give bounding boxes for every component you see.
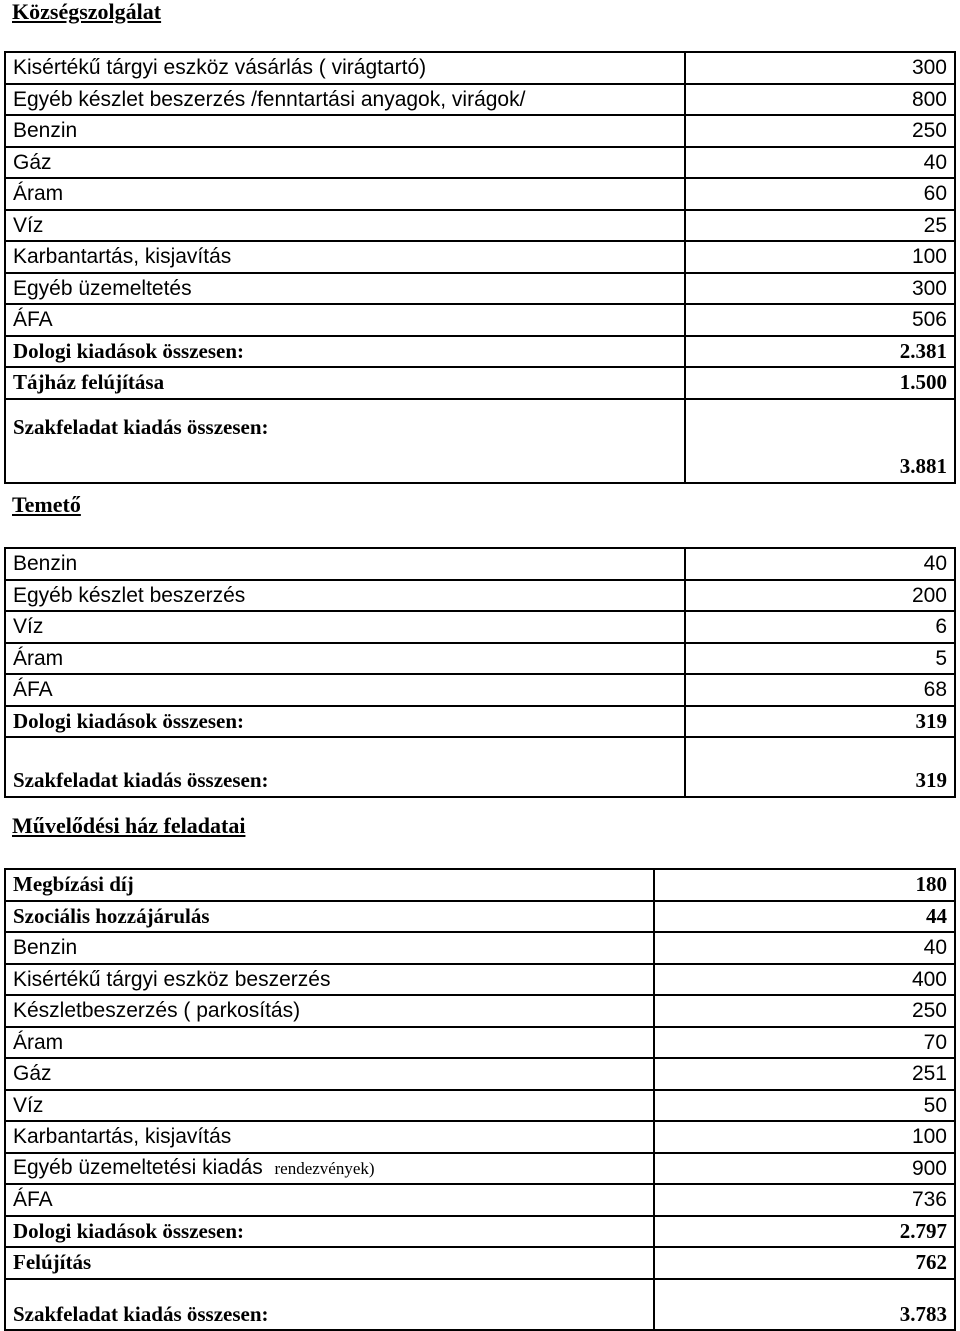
- events-label-small: rendezvények): [274, 1159, 375, 1179]
- row-value: 40: [685, 548, 955, 580]
- section-title-temeto: Temető: [12, 492, 81, 517]
- table-row: [5, 901, 955, 933]
- row-value: 506: [685, 304, 955, 336]
- row-label: Kisértékű tárgyi eszköz vásárlás ( virágtartó): [5, 52, 685, 84]
- row-label: Áram: [5, 1027, 654, 1059]
- row-value: 300: [685, 273, 955, 305]
- table-row: [5, 548, 955, 580]
- total-label: Szakfeladat kiadás összesen:: [5, 737, 685, 797]
- subtotal-label: Dologi kiadások összesen:: [5, 706, 685, 738]
- table-row: [5, 210, 955, 242]
- table-row: [5, 611, 955, 643]
- expense-table-temeto: [4, 547, 956, 798]
- vat-row: [5, 1184, 955, 1216]
- subtotal-label: Dologi kiadások összesen:: [5, 1216, 654, 1248]
- row-value: 400: [654, 964, 955, 996]
- total-row: [5, 399, 955, 483]
- row-value: 70: [654, 1027, 955, 1059]
- row-label: Benzin: [5, 932, 654, 964]
- subtotal-value: 319: [685, 706, 955, 738]
- total-label: Szakfeladat kiadás összesen:: [5, 1279, 654, 1330]
- row-label: Karbantartás, kisjavítás: [5, 241, 685, 273]
- row-label: Egyéb készlet beszerzés /fenntartási anyagok, virágok/: [5, 84, 685, 116]
- events-value: 900: [654, 1153, 955, 1185]
- row-label: Egyéb üzemeltetés: [5, 273, 685, 305]
- row-value: 44: [654, 901, 955, 933]
- renovation-value: 762: [654, 1247, 955, 1279]
- total-label: Szakfeladat kiadás összesen:: [5, 399, 685, 483]
- row-label: Készletbeszerzés ( parkosítás): [5, 995, 654, 1027]
- row-label: Áram: [5, 643, 685, 675]
- table-row: [5, 869, 955, 901]
- table-row: [5, 932, 955, 964]
- table-row: [5, 995, 955, 1027]
- expense-table-kozsegszolgalat: [4, 51, 956, 484]
- table-row: [5, 674, 955, 706]
- row-value: 40: [685, 147, 955, 179]
- row-label: Kisértékű tárgyi eszköz beszerzés: [5, 964, 654, 996]
- table-row: [5, 115, 955, 147]
- row-value: 251: [654, 1058, 955, 1090]
- row-value: 200: [685, 580, 955, 612]
- renovation-row: [5, 1247, 955, 1279]
- table-row: [5, 273, 955, 305]
- renovation-value: 1.500: [685, 367, 955, 399]
- subtotal-row: [5, 336, 955, 368]
- subtotal-value: 2.381: [685, 336, 955, 368]
- row-value: 300: [685, 52, 955, 84]
- row-value: 50: [654, 1090, 955, 1122]
- total-row: [5, 1279, 955, 1330]
- events-label: Egyéb üzemeltetési kiadás: [13, 1156, 263, 1180]
- row-label: Szociális hozzájárulás: [5, 901, 654, 933]
- row-label: ÁFA: [5, 674, 685, 706]
- row-value: 40: [654, 932, 955, 964]
- total-value: 3.783: [654, 1279, 955, 1330]
- row-value: 60: [685, 178, 955, 210]
- row-value: 6: [685, 611, 955, 643]
- table-row: [5, 964, 955, 996]
- row-value: 68: [685, 674, 955, 706]
- row-label: Benzin: [5, 548, 685, 580]
- row-label: Víz: [5, 1090, 654, 1122]
- table-row: [5, 147, 955, 179]
- table-row: [5, 1090, 955, 1122]
- row-value: 180: [654, 869, 955, 901]
- row-label: Gáz: [5, 147, 685, 179]
- subtotal-row: [5, 1216, 955, 1248]
- table-row: [5, 580, 955, 612]
- total-value: 3.881: [685, 399, 955, 483]
- row-value: 5: [685, 643, 955, 675]
- subtotal-row: [5, 706, 955, 738]
- row-value: 250: [654, 995, 955, 1027]
- expense-table-muvelodesi-haz: [4, 868, 956, 1331]
- section-title-muvelodesi-haz: Művelődési ház feladatai: [12, 813, 246, 838]
- section-title-kozsegszolgalat: Községszolgálat: [12, 0, 162, 24]
- events-label-cell: [5, 1153, 654, 1185]
- table-row: [5, 241, 955, 273]
- renovation-label: Tájház felújítása: [5, 367, 685, 399]
- vat-label: ÁFA: [5, 1184, 654, 1216]
- table-row: [5, 178, 955, 210]
- renovation-row: [5, 367, 955, 399]
- row-label: Karbantartás, kisjavítás: [5, 1121, 654, 1153]
- table-row: [5, 52, 955, 84]
- table-row: [5, 1121, 955, 1153]
- table-row: [5, 643, 955, 675]
- table-row: [5, 1153, 955, 1185]
- row-label: ÁFA: [5, 304, 685, 336]
- vat-value: 736: [654, 1184, 955, 1216]
- row-label: Benzin: [5, 115, 685, 147]
- row-label: Víz: [5, 210, 685, 242]
- row-value: 250: [685, 115, 955, 147]
- total-value: 319: [685, 737, 955, 797]
- row-label: Megbízási díj: [5, 869, 654, 901]
- table-row: [5, 1027, 955, 1059]
- row-value: 800: [685, 84, 955, 116]
- row-label: Áram: [5, 178, 685, 210]
- row-value: 100: [654, 1121, 955, 1153]
- table-row: [5, 304, 955, 336]
- row-label: Gáz: [5, 1058, 654, 1090]
- table-row: [5, 1058, 955, 1090]
- renovation-label: Felújítás: [5, 1247, 654, 1279]
- subtotal-value: 2.797: [654, 1216, 955, 1248]
- row-value: 100: [685, 241, 955, 273]
- row-value: 25: [685, 210, 955, 242]
- row-label: Egyéb készlet beszerzés: [5, 580, 685, 612]
- table-row: [5, 84, 955, 116]
- total-row: [5, 737, 955, 797]
- subtotal-label: Dologi kiadások összesen:: [5, 336, 685, 368]
- row-label: Víz: [5, 611, 685, 643]
